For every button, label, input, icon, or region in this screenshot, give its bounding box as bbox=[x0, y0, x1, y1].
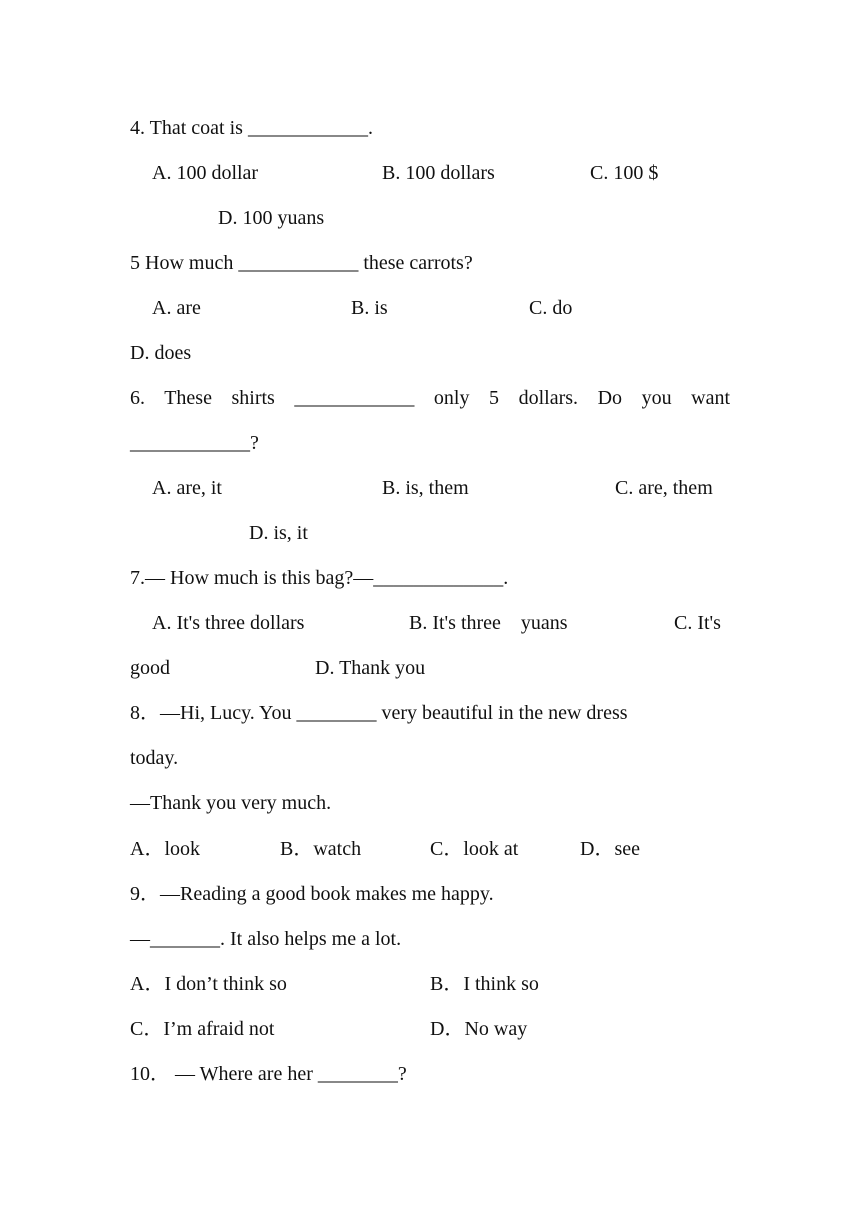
question-5-option-b: B. is bbox=[351, 297, 388, 319]
question-6-prompt-line-2: ____________? bbox=[130, 432, 259, 454]
question-8-option-d: D．see bbox=[580, 838, 640, 860]
question-9-reply: —_______. It also helps me a lot. bbox=[130, 928, 402, 950]
question-8-option-a: A．look bbox=[130, 838, 200, 860]
question-5-option-c: C. do bbox=[529, 297, 573, 319]
question-8-prompt-line-1: 8．—Hi, Lucy. You ________ very beautiful in the new dress bbox=[130, 702, 628, 724]
question-6-option-c: C. are, them bbox=[615, 477, 713, 499]
question-8-prompt-line-2: today. bbox=[130, 747, 179, 769]
question-10-prompt: 10． — Where are her ________? bbox=[130, 1063, 407, 1085]
question-9-option-c: C．I’m afraid not bbox=[130, 1018, 275, 1040]
question-9-option-b: B．I think so bbox=[430, 973, 539, 995]
question-6-option-a: A. are, it bbox=[152, 477, 222, 499]
question-4-option-d: D. 100 yuans bbox=[218, 207, 325, 229]
question-7-option-d: D. Thank you bbox=[315, 657, 426, 679]
question-9-option-a: A．I don’t think so bbox=[130, 973, 287, 995]
question-8-option-c: C．look at bbox=[430, 838, 519, 860]
question-7-option-b: B. It's three yuans bbox=[409, 612, 568, 634]
question-4-option-a: A. 100 dollar bbox=[152, 162, 259, 184]
question-7-prompt: 7.— How much is this bag?—_____________. bbox=[130, 567, 509, 589]
question-5-option-d: D. does bbox=[130, 342, 192, 364]
question-8-reply: —Thank you very much. bbox=[130, 792, 332, 814]
question-6-option-d: D. is, it bbox=[249, 522, 308, 544]
question-5-option-a: A. are bbox=[152, 297, 201, 319]
question-9-prompt: 9．—Reading a good book makes me happy. bbox=[130, 883, 494, 905]
question-4-option-c: C. 100 $ bbox=[590, 162, 659, 184]
question-6-prompt-line-1: 6. These shirts ____________ only 5 dollars. Do you want bbox=[130, 387, 730, 409]
question-4-prompt: 4. That coat is ____________. bbox=[130, 117, 373, 139]
question-5-prompt: 5 How much ____________ these carrots? bbox=[130, 252, 473, 274]
question-8-option-b: B．watch bbox=[280, 838, 362, 860]
question-7-option-a: A. It's three dollars bbox=[152, 612, 305, 634]
question-7-option-c-start: C. It's bbox=[674, 612, 721, 634]
question-4-option-b: B. 100 dollars bbox=[382, 162, 495, 184]
question-6-option-b: B. is, them bbox=[382, 477, 469, 499]
question-9-option-d: D．No way bbox=[430, 1018, 528, 1040]
question-7-option-c-end: good bbox=[130, 657, 170, 679]
